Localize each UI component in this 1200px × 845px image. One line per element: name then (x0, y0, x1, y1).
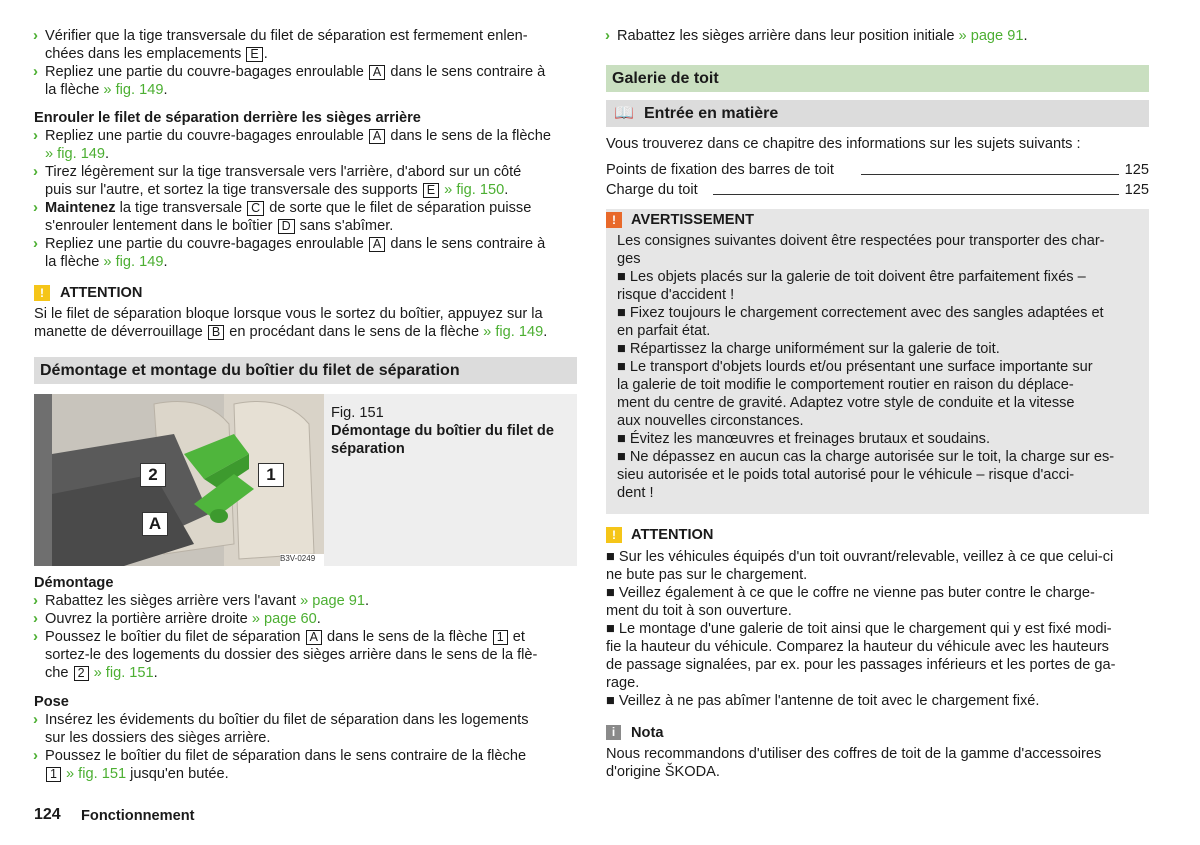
label-box: A (369, 65, 385, 80)
paragraph-line: › Tirez légèrement sur la tige transversale vers l'arrière, d'abord sur un côté (33, 163, 522, 180)
footer-section: Fonctionnement (81, 808, 195, 824)
figure-caption: séparation (331, 441, 405, 457)
label-box: D (278, 219, 295, 234)
page-link[interactable]: » page 91 (300, 593, 365, 609)
paragraph-line: ■ Répartissez la charge uniformément sur la galerie de toit. (617, 341, 1000, 357)
label-box: 1 (493, 630, 508, 645)
paragraph-line: Nous recommandons d'utiliser des coffres de toit de la gamme d'accessoires (606, 746, 1102, 762)
paragraph-line: la flèche » fig. 149. (45, 254, 168, 270)
paragraph-line: ■ Les objets placés sur la galerie de toit doivent être parfaitement fixés – (617, 269, 1086, 285)
intro-text: Vous trouverez dans ce chapitre des informations sur les sujets suivants : (606, 136, 1081, 152)
paragraph-line: › Poussez le boîtier du filet de séparation dans le sens contraire de la flèche (33, 747, 527, 764)
paragraph-line: › Rabattez les sièges arrière vers l'avant » page 91. (33, 592, 370, 609)
paragraph-line: la galerie de toit modifie le comportement routier en raison du déplace- (617, 377, 1074, 393)
paragraph-line: › Vérifier que la tige transversale du filet de séparation est fermement enlen- (33, 27, 528, 44)
paragraph-line: sur les dossiers des sièges arrière. (45, 730, 271, 746)
paragraph-line: ■ Ne dépassez en aucun cas la charge autorisée sur le toit, la charge sur es- (617, 449, 1115, 465)
figure-link[interactable]: » fig. 149 (483, 324, 544, 340)
subheading: Enrouler le filet de séparation derrière les sièges arrière (34, 110, 421, 126)
label-box: A (369, 237, 385, 252)
label-box: A (369, 129, 385, 144)
paragraph-line: s'enrouler lentement dans le boîtier D sans s'abîmer. (45, 218, 394, 234)
label-box: 2 (74, 666, 89, 681)
paragraph-line: › Poussez le boîtier du filet de séparation A dans le sens de la flèche 1 et (33, 628, 525, 645)
label-box: B (208, 325, 224, 340)
section-heading: Démontage et montage du boîtier du filet de séparation (34, 357, 577, 384)
paragraph-line: ne bute pas sur le chargement. (606, 567, 808, 583)
figure-link[interactable]: » fig. 151 (66, 766, 127, 782)
figure-label-2: 2 (140, 463, 166, 487)
label-box: 1 (46, 767, 61, 782)
bullet-arrow-icon: › (33, 127, 38, 144)
warning-icon: ! (606, 212, 622, 228)
chapter-heading: Galerie de toit (606, 65, 1149, 92)
bullet-arrow-icon: › (33, 610, 38, 627)
figure-link[interactable]: » fig. 149 (103, 254, 164, 270)
paragraph-line: risque d'accident ! (617, 287, 735, 303)
paragraph-line: Les consignes suivantes doivent être respectées pour transporter des char- (617, 233, 1105, 249)
paragraph-line: Si le filet de séparation bloque lorsque vous le sortez du boîtier, appuyez sur la (34, 306, 543, 322)
paragraph-line: che 2 » fig. 151. (45, 665, 158, 681)
paragraph-line: › Rabattez les sièges arrière dans leur position initiale » page 91. (605, 27, 1028, 44)
paragraph-line: › Insérez les évidements du boîtier du filet de séparation dans les logements (33, 711, 529, 728)
paragraph-line: dent ! (617, 485, 654, 501)
warning-title: AVERTISSEMENT (631, 212, 754, 228)
figure-link[interactable]: » fig. 150 (444, 182, 505, 198)
paragraph-line: 1 » fig. 151 jusqu'en butée. (45, 765, 229, 783)
paragraph-line: ■ Le montage d'une galerie de toit ainsi que le chargement qui y est fixé modi- (606, 621, 1112, 637)
paragraph-line: puis sur l'autre, et sortez la tige transversale des supports E » fig. 150. (45, 182, 509, 198)
page-number: 124 (34, 806, 61, 823)
paragraph-line: ■ Fixez toujours le chargement correctement avec des sangles adaptées et (617, 305, 1104, 321)
paragraph-line: ■ Le transport d'objets lourds et/ou présentant une surface importante sur (617, 359, 1093, 375)
paragraph-line: sortez-le des logements du dossier des sièges arrière dans le sens de la flè- (45, 647, 538, 663)
paragraph-line: sieu autorisée et le poids total autorisé pour le véhicule – risque d'acci- (617, 467, 1075, 483)
paragraph-line: de passage signalées, par ex. pour les passages inférieurs et les portes de ga- (606, 657, 1116, 673)
paragraph-line: aux nouvelles circonstances. (617, 413, 804, 429)
paragraph-line: › Ouvrez la portière arrière droite » page 60. (33, 610, 321, 627)
figure-number: Fig. 151 (331, 405, 384, 421)
page-link[interactable]: » page 60 (251, 611, 317, 627)
label-box: C (247, 201, 264, 216)
figure-caption: Démontage du boîtier du filet de (331, 423, 554, 439)
bullet-arrow-icon: › (33, 628, 38, 645)
figure-link[interactable]: » fig. 151 (93, 665, 154, 681)
book-icon: 📖 (614, 105, 634, 122)
attention-icon: ! (34, 285, 50, 301)
subheading: Pose (34, 694, 69, 710)
figure-label-A: A (142, 512, 168, 536)
bullet-arrow-icon: › (33, 747, 38, 764)
paragraph-line: ges (617, 251, 641, 267)
paragraph-line: » fig. 149. (45, 146, 110, 162)
bullet-arrow-icon: › (33, 27, 38, 44)
toc-entry[interactable]: Points de fixation des barres de toit 125 (606, 162, 1149, 178)
paragraph-line: d'origine ŠKODA. (606, 764, 720, 780)
bullet-arrow-icon: › (605, 27, 610, 44)
figure-151 (34, 394, 577, 566)
bullet-arrow-icon: › (33, 199, 38, 216)
attention-title: ATTENTION (60, 285, 143, 301)
paragraph-line: ■ Évitez les manœuvres et freinages brutaux et soudains. (617, 431, 991, 447)
bullet-arrow-icon: › (33, 163, 38, 180)
paragraph-line: › Repliez une partie du couvre-bagages enroulable A dans le sens contraire à (33, 235, 546, 252)
nota-title: Nota (631, 725, 664, 741)
info-icon: i (606, 725, 621, 740)
paragraph-line: › Repliez une partie du couvre-bagages enroulable A dans le sens contraire à (33, 63, 546, 80)
paragraph-line: en parfait état. (617, 323, 711, 339)
paragraph-line: › Repliez une partie du couvre-bagages enroulable A dans le sens de la flèche (33, 127, 551, 144)
label-box: A (306, 630, 322, 645)
figure-code: B3V-0249 (280, 554, 316, 563)
paragraph-line: rage. (606, 675, 640, 691)
paragraph-line: ■ Veillez à ne pas abîmer l'antenne de toit avec le chargement fixé. (606, 693, 1040, 709)
paragraph-line: fie la hauteur du véhicule. Comparez la hauteur du véhicule avec les hauteurs (606, 639, 1109, 655)
toc-leader (861, 174, 1119, 175)
paragraph-line: ■ Veillez également à ce que le coffre ne vienne pas buter contre le charge- (606, 585, 1095, 601)
figure-link[interactable]: » fig. 149 (45, 146, 106, 162)
bullet-arrow-icon: › (33, 235, 38, 252)
warning-box (606, 209, 1149, 514)
figure-label-1: 1 (258, 463, 284, 487)
toc-entry[interactable]: Charge du toit 125 (606, 182, 1149, 198)
label-box: E (423, 183, 439, 198)
label-box: E (246, 47, 262, 62)
paragraph-line: ■ Sur les véhicules équipés d'un toit ouvrant/relevable, veillez à ce que celui-ci (606, 549, 1114, 565)
attention-title: ATTENTION (631, 527, 714, 543)
section-heading: 📖 Entrée en matière (606, 100, 1149, 127)
page-link[interactable]: » page 91 (958, 28, 1024, 44)
bullet-arrow-icon: › (33, 711, 38, 728)
paragraph-line: la flèche » fig. 149. (45, 82, 168, 98)
attention-icon: ! (606, 527, 622, 543)
paragraph-line: chées dans les emplacements E . (45, 46, 268, 62)
bullet-arrow-icon: › (33, 592, 38, 609)
paragraph-line: ment du centre de gravité. Adaptez votre style de conduite et la vitesse (617, 395, 1075, 411)
paragraph-line: ment du toit à son ouverture. (606, 603, 792, 619)
bullet-arrow-icon: › (33, 63, 38, 80)
paragraph-line: › Maintenez la tige transversale C de sorte que le filet de séparation puisse (33, 199, 532, 216)
subheading: Démontage (34, 575, 114, 591)
toc-leader (713, 194, 1119, 195)
figure-link[interactable]: » fig. 149 (103, 82, 164, 98)
paragraph-line: manette de déverrouillage B en procédant dans le sens de la flèche » fig. 149. (34, 324, 548, 340)
